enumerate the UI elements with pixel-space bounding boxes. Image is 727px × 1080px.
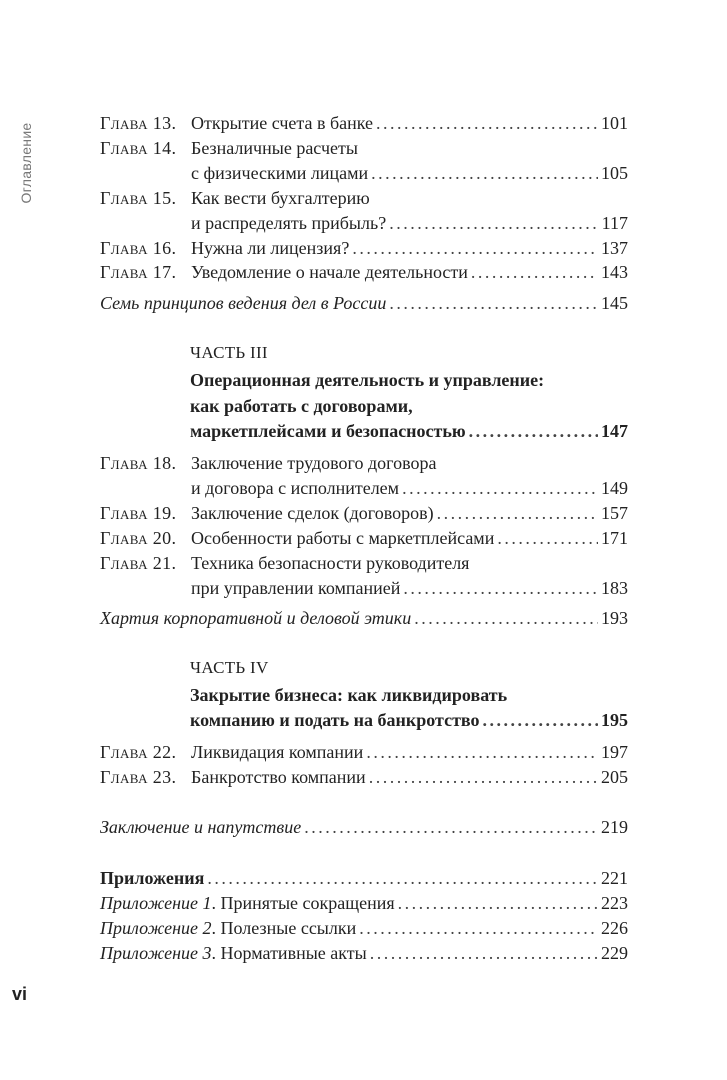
- leader-dots: [497, 525, 598, 551]
- leader-dots: [352, 235, 598, 261]
- toc-entry-charter[interactable]: Хартия корпоративной и деловой этики . . . 193: [100, 605, 628, 631]
- leader-dots: [437, 500, 598, 526]
- leader-dots: [371, 160, 598, 186]
- toc-entry-ch20[interactable]: Глава 20. Особенности работы с маркетплейсами . . . 171: [100, 525, 628, 551]
- toc-entry-ch18[interactable]: Глава 18. Заключение трудового договора: [100, 453, 437, 473]
- toc-entry-conclusion[interactable]: Заключение и напутствие . . . 219: [100, 814, 628, 840]
- toc-entry-ch13[interactable]: Глава 13. Открытие счета в банке . . . 101: [100, 110, 628, 136]
- part-3-title-cont[interactable]: как работать с договорами,: [190, 396, 413, 416]
- toc-entry-seven-principles[interactable]: Семь принципов ведения дел в России . . . 145: [100, 290, 628, 316]
- leader-dots: [389, 290, 598, 316]
- toc-entry-ch15[interactable]: Глава 15. Как вести бухгалтерию: [100, 188, 370, 208]
- leader-dots: [366, 739, 598, 765]
- leader-dots: [304, 814, 598, 840]
- toc-entry-ch14[interactable]: Глава 14. Безналичные расчеты: [100, 138, 358, 158]
- toc-entry-ch21-cont[interactable]: при управлении компанией . . . 183: [100, 575, 628, 601]
- leader-dots: [483, 707, 598, 733]
- part-4-title[interactable]: Закрытие бизнеса: как ликвидировать: [190, 685, 508, 705]
- leader-dots: [414, 605, 598, 631]
- leader-dots: [376, 110, 598, 136]
- part-3-label: ЧАСТЬ III: [190, 343, 268, 362]
- toc-entry-ch14-cont[interactable]: с физическими лицами . . . 105: [100, 160, 628, 186]
- leader-dots: [403, 575, 598, 601]
- toc-entry-appendix-1[interactable]: Приложение 1 . Принятые сокращения . . . 223: [100, 890, 628, 916]
- leader-dots: [398, 890, 598, 916]
- leader-dots: [389, 210, 598, 236]
- toc-entry-ch17[interactable]: Глава 17. Уведомление о начале деятельности . . . 143: [100, 259, 628, 285]
- part-3-title[interactable]: Операционная деятельность и управление:: [190, 370, 545, 390]
- part-3-title-end[interactable]: маркетплейсами и безопасностью . . . 147: [100, 418, 628, 444]
- leader-dots: [207, 865, 598, 891]
- page-number: vi: [12, 984, 28, 1004]
- toc-entry-ch16[interactable]: Глава 16. Нужна ли лицензия? . . . 137: [100, 235, 628, 261]
- toc-entry-appendices[interactable]: Приложения . . . 221: [100, 865, 628, 891]
- leader-dots: [370, 940, 598, 966]
- part-4-title-end[interactable]: компанию и подать на банкротство . . . 195: [100, 707, 628, 733]
- leader-dots: [471, 259, 598, 285]
- toc-entry-ch15-cont[interactable]: и распределять прибыль? . . . 117: [100, 210, 628, 236]
- toc-entry-ch23[interactable]: Глава 23. Банкротство компании . . . 205: [100, 764, 628, 790]
- toc-entry-ch21[interactable]: Глава 21. Техника безопасности руководителя: [100, 553, 470, 573]
- leader-dots: [402, 475, 598, 501]
- part-4-label: ЧАСТЬ IV: [190, 658, 269, 677]
- leader-dots: [369, 764, 598, 790]
- toc-entry-ch19[interactable]: Глава 19. Заключение сделок (договоров) . . . 157: [100, 500, 628, 526]
- leader-dots: [469, 418, 598, 444]
- toc-entry-appendix-2[interactable]: Приложение 2 . Полезные ссылки . . . 226: [100, 915, 628, 941]
- toc-entry-ch18-cont[interactable]: и договора с исполнителем . . . 149: [100, 475, 628, 501]
- leader-dots: [359, 915, 598, 941]
- toc-entry-ch22[interactable]: Глава 22. Ликвидация компании . . . 197: [100, 739, 628, 765]
- sidebar-title: Оглавление: [18, 122, 34, 204]
- toc-entry-appendix-3[interactable]: Приложение 3 . Нормативные акты . . . 229: [100, 940, 628, 966]
